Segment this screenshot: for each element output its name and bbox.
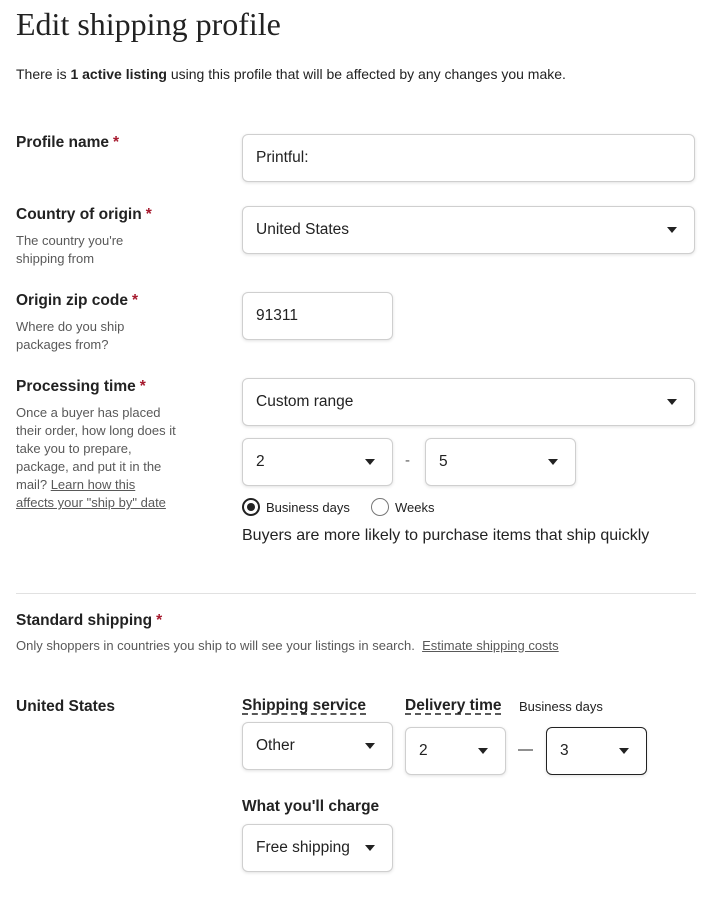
radio-unselected-icon[interactable] — [371, 498, 389, 516]
standard-shipping-label — [16, 612, 162, 630]
caret-down-icon — [548, 459, 558, 465]
profile-name-input[interactable] — [242, 134, 695, 182]
destination-label: United States — [16, 698, 116, 715]
required-marker: * — [131, 292, 138, 309]
processing-note: Buyers are more likely to purchase items that ship quickly — [242, 527, 650, 544]
required-marker: * — [156, 612, 163, 629]
country-label — [16, 206, 152, 224]
caret-down-icon — [365, 459, 375, 465]
page-title: Edit shipping profile — [16, 6, 281, 42]
delivery-max-value: 3 — [560, 742, 569, 759]
intro-suffix: using this profile that will be affected by any changes you make. — [166, 66, 566, 82]
country-label-text: Country of origin — [16, 206, 142, 223]
zip-help: Where do you ship packages from? — [16, 319, 125, 352]
learn-more-link[interactable]: Learn how this affects your "ship by" date — [16, 477, 166, 510]
standard-shipping-help — [16, 637, 559, 655]
processing-help-text: Once a buyer has placed their order, how long does it take you to prepare, package, and put it in the mail? — [16, 405, 176, 492]
processing-min-value: 2 — [256, 453, 265, 470]
delivery-min-value: 2 — [419, 742, 428, 759]
charge-select[interactable] — [242, 824, 393, 872]
charge-value: Free shipping — [256, 839, 350, 856]
processing-range-select[interactable] — [242, 378, 695, 426]
range-separator: - — [405, 452, 410, 469]
profile-name-value: Printful: — [256, 149, 309, 166]
delivery-time-label[interactable]: Delivery time — [405, 697, 502, 714]
intro-prefix: There is — [16, 66, 71, 82]
shipping-service-select[interactable] — [242, 722, 393, 770]
required-marker: * — [145, 206, 152, 223]
caret-down-icon — [667, 227, 677, 233]
estimate-shipping-costs-link[interactable]: Estimate shipping costs — [422, 638, 559, 653]
country-select[interactable] — [242, 206, 695, 254]
delivery-separator: — — [518, 741, 533, 758]
shipping-service-label[interactable]: Shipping service — [242, 697, 367, 714]
delivery-min-select[interactable] — [405, 727, 506, 775]
zip-value: 91311 — [256, 307, 298, 324]
active-listing-count: 1 active listing — [70, 66, 167, 82]
weeks-label: Weeks — [395, 499, 435, 515]
charge-label: What you'll charge — [242, 798, 380, 815]
intro-text — [16, 66, 566, 82]
processing-min-select[interactable] — [242, 438, 393, 486]
delivery-unit-label: Business days — [519, 699, 603, 714]
required-marker: * — [139, 378, 146, 395]
unit-radio-weeks[interactable] — [371, 498, 435, 516]
processing-max-value: 5 — [439, 453, 448, 470]
zip-label — [16, 292, 138, 310]
standard-shipping-label-text: Standard shipping — [16, 612, 153, 629]
zip-input[interactable] — [242, 292, 393, 340]
profile-name-label-text: Profile name — [16, 134, 110, 151]
shipping-service-value: Other — [256, 737, 295, 754]
caret-down-icon — [365, 743, 375, 749]
processing-label-text: Processing time — [16, 378, 136, 395]
zip-label-text: Origin zip code — [16, 292, 128, 309]
unit-radio-business-days[interactable] — [242, 498, 350, 516]
processing-max-select[interactable] — [425, 438, 576, 486]
radio-selected-icon[interactable] — [242, 498, 260, 516]
caret-down-icon — [619, 748, 629, 754]
section-divider — [16, 593, 696, 594]
standard-shipping-help-text: Only shoppers in countries you ship to will see your listings in search. — [16, 638, 415, 653]
profile-name-label — [16, 134, 119, 152]
processing-label — [16, 378, 146, 396]
delivery-max-select[interactable] — [546, 727, 647, 775]
processing-range-value: Custom range — [256, 393, 354, 410]
country-help: The country you're shipping from — [16, 233, 124, 266]
required-marker: * — [113, 134, 120, 151]
business-days-label: Business days — [266, 499, 350, 515]
caret-down-icon — [365, 845, 375, 851]
country-value: United States — [256, 221, 350, 238]
caret-down-icon — [478, 748, 488, 754]
caret-down-icon — [667, 399, 677, 405]
processing-help — [16, 404, 176, 512]
